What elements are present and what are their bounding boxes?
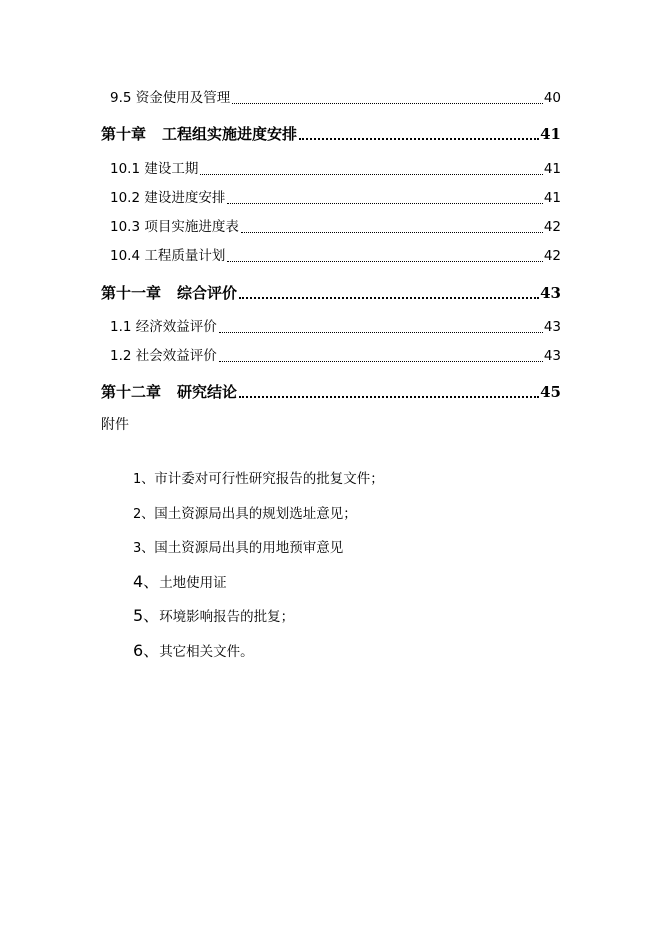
toc-entry-page-number: 42	[543, 219, 561, 235]
toc-entry-10-4	[110, 245, 561, 267]
toc-chapter-11	[101, 282, 561, 304]
appendix-item-number: 1、	[133, 472, 155, 487]
toc-entry-1-2	[110, 345, 561, 367]
toc-entry-label: 9.5 资金使用及管理	[110, 90, 231, 106]
appendix-item	[133, 468, 384, 490]
appendix-item	[133, 571, 227, 593]
toc-entry-page-number: 41	[543, 161, 561, 177]
toc-entry-1-1	[110, 316, 561, 338]
toc-entry-page-number: 43	[543, 319, 561, 335]
appendix-item	[133, 503, 357, 525]
dot-leader	[239, 396, 539, 398]
appendix-item-text: 环境影响报告的批复；	[159, 609, 295, 625]
dot-leader	[219, 361, 543, 362]
toc-entry-10-2	[110, 187, 561, 209]
toc-entry-label: 10.4 工程质量计划	[110, 248, 226, 264]
toc-chapter-title: 综合评价	[177, 284, 238, 302]
toc-chapter-number: 第十一章	[101, 284, 162, 302]
toc-entry-label: 10.1 建设工期	[110, 161, 199, 177]
toc-entry-label: 10.2 建设进度安排	[110, 190, 226, 206]
dot-leader	[200, 174, 542, 175]
toc-entry-page-number: 45	[540, 383, 561, 401]
appendix-item-number: 5、	[133, 606, 160, 625]
appendix-item-number: 6、	[133, 641, 160, 660]
dot-leader	[241, 232, 543, 233]
toc-chapter-12	[101, 381, 561, 403]
toc-entry-page-number: 41	[543, 190, 561, 206]
appendix-heading: 附件	[101, 417, 129, 433]
toc-chapter-10	[101, 123, 561, 145]
toc-entry-10-1	[110, 158, 561, 180]
appendix-item-text: 市计委对可行性研究报告的批复文件；	[154, 471, 384, 487]
appendix-item-number: 3、	[133, 541, 155, 556]
appendix-item	[133, 605, 294, 627]
appendix-item-text: 国土资源局出具的用地预审意见	[154, 540, 344, 556]
dot-leader	[239, 297, 539, 299]
appendix-item-text: 土地使用证	[159, 575, 227, 591]
toc-entry-9-5	[110, 87, 561, 109]
dot-leader	[299, 138, 539, 140]
toc-chapter-number: 第十章	[101, 125, 147, 143]
dot-leader	[219, 332, 543, 333]
appendix-item-text: 其它相关文件。	[159, 644, 254, 660]
toc-chapter-title: 工程组实施进度安排	[162, 125, 298, 143]
dot-leader	[227, 203, 542, 204]
toc-entry-page-number: 41	[540, 125, 561, 143]
toc-chapter-number: 第十二章	[101, 383, 162, 401]
toc-entry-page-number: 43	[540, 284, 561, 302]
toc-entry-page-number: 43	[543, 348, 561, 364]
toc-entry-page-number: 40	[543, 90, 561, 106]
appendix-item	[133, 640, 254, 662]
toc-chapter-title: 研究结论	[177, 383, 238, 401]
dot-leader	[227, 261, 542, 262]
appendix-item-text: 国土资源局出具的规划选址意见；	[154, 506, 357, 522]
toc-entry-label: 1.2 社会效益评价	[110, 348, 217, 364]
toc-entry-label: 10.3 项目实施进度表	[110, 219, 239, 235]
appendix-item-number: 4、	[133, 572, 160, 591]
appendix-item-number: 2、	[133, 507, 155, 522]
toc-entry-page-number: 42	[543, 248, 561, 264]
appendix-item	[133, 537, 343, 559]
toc-entry-10-3	[110, 216, 561, 238]
dot-leader	[232, 103, 543, 104]
toc-entry-label: 1.1 经济效益评价	[110, 319, 217, 335]
